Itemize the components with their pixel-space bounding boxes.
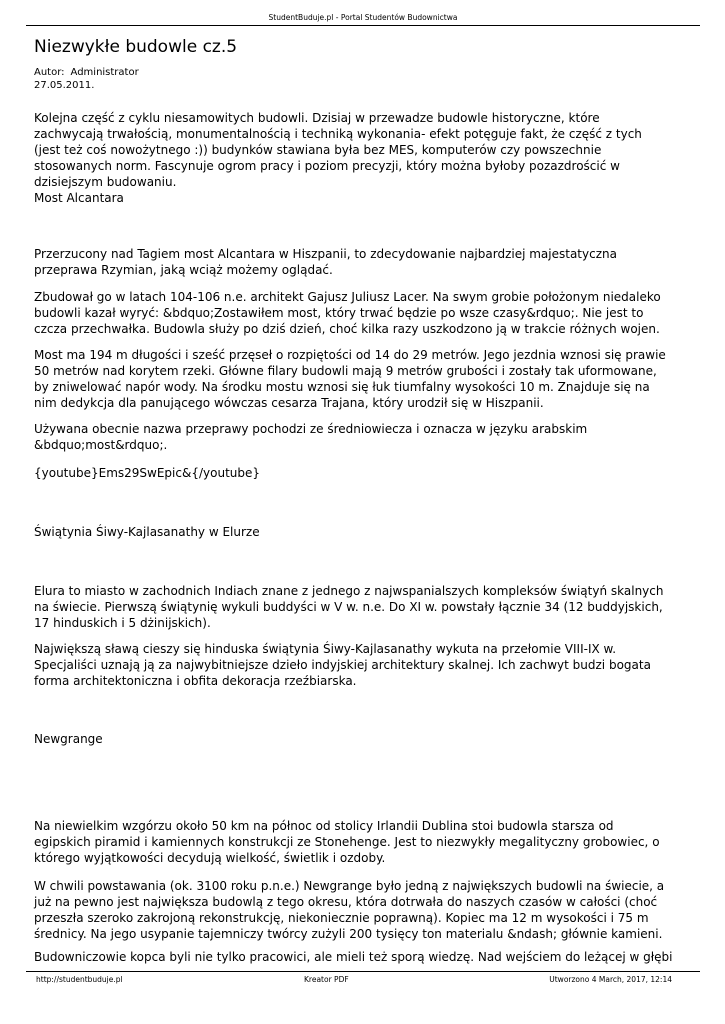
- paragraph-alcantara-3: Most ma 194 m długości i sześć przęseł o rozpiętości od 14 do 29 metrów. Jego jezdnia wznosi się prawie 50 metrów nad korytem rzeki. Główne filary budowli mają 9 metrów grubości i zostały tak uformowane, by zniwelować napór wody. Na środku mostu wznosi się łuk tiumfalny wysokości 10 m. Znajduje się na nim dedykcja dla panującego wówczas cesarza Trajana, który urodził się w Hiszpanii.: [34, 348, 666, 411]
- section-heading-elura: Świątynia Śiwy-Kajlasanathy w Elurze: [34, 525, 260, 539]
- paragraph-newgrange-3: Budowniczowie kopca byli nie tylko pracowici, ale mieli też sporą wiedzę. Nad wejściem do leżącej w głębi: [34, 950, 673, 964]
- author-name: Administrator: [70, 67, 139, 78]
- article-meta: [34, 67, 139, 92]
- page-header: [26, 13, 700, 26]
- paragraph-alcantara-4: Używana obecnie nazwa przeprawy pochodzi ze średniowiecza i oznacza w języku arabskim &bdquo;most&rdquo;.: [34, 422, 588, 453]
- paragraph-newgrange-1: Na niewielkim wzgórzu około 50 km na północ od stolicy Irlandii Dublina stoi budowla starsza od egipskich piramid i kamiennych konstrukcji ze Stonehenge. Jest to niezwykły megalityczny grobowiec, o którego wyjątkowości decydują wielkość, świetlik i ozdoby.: [34, 819, 660, 866]
- footer-url: http://studentbuduje.pl: [36, 975, 123, 984]
- paragraph-newgrange-2: W chwili powstawania (ok. 3100 roku p.n.e.) Newgrange było jedną z największych budowli na świecie, a już na pewno jest największa budowlą z tego okresu, która dotrwała do naszych czasów w całości (choć przeszła szeroko zakrojoną rekonstrukcję, niekonieczniе poprawną). Kopiec ma 12 m wysokości i 75 m średnicy. Na jego usypanie tajemniczy twórcy zużyli 200 tysięcy ton materialu &ndash; głównie kamieni.: [34, 879, 665, 942]
- section-heading-newgrange: Newgrange: [34, 732, 103, 746]
- paragraph-elura-1: Elura to miasto w zachodnich Indiach znane z jednego z najwspanialszych kompleksów świątyń skalnych na świecie. Pierwszą świątynię wykuli buddyści w V w. n.e. Do XI w. powstały łącznie 34 (12 buddyjskich, 17 hinduskich i 5 dżinijskich).: [34, 584, 664, 631]
- footer-generator: Kreator PDF: [304, 975, 349, 984]
- paragraph-elura-2: Największą sławą cieszy się hinduska świątynia Śiwy-Kajlasanathy wykuta na przełomie VIII-IX w. Specjaliści uznają ją za najwybitniejsze dzieło indyjskiej architektury skalnej. Ich zachwyt budzi bogata forma architektoniczna i obfita dekoracja rzeźbiarska.: [34, 642, 651, 689]
- header-site-name: StudentBuduje.pl - Portal Studentów Budownictwa: [268, 13, 458, 22]
- section-heading-alcantara: Most Alcantara: [34, 191, 124, 206]
- author-line: [34, 67, 139, 80]
- article-title: Niezwykłe budowle cz.5: [34, 37, 238, 57]
- paragraph-alcantara-2: Zbudował go w latach 104-106 n.e. architekt Gajusz Juliusz Lacer. Na swym grobie położonym niedaleko budowli kazał wyryć: &bdquo;Zostawiłem most, który trwać będzie po wsze czasy&rdquo;. Nie jest to czcza przechwałka. Budowla służy po dziś dzień, choć kilka razy uszkodzono ją w trakcie różnych wojen.: [34, 290, 661, 337]
- publish-date: 27.05.2011.: [34, 79, 95, 91]
- paragraph-alcantara-1: Przerzucony nad Tagiem most Alcantara w Hiszpanii, to zdecydowanie najbardziej majestatyczna przeprawa Rzymian, jaką wciąż możemy oglądać.: [34, 247, 617, 278]
- youtube-embed-code: {youtube}Ems29SwEpic&{/youtube}: [34, 466, 261, 480]
- paragraph-intro: Kolejna część z cyklu niesamowitych budowli. Dzisiaj w przewadze budowle historyczne, które zachwycają trwałością, monumentalnością i techniką wykonania- efekt potęguje fakt, że część z tych (jest też coś nowożytnego :)) budynków stawiana była bez MES, komputerów czy powszechnie stosowanych norm. Fascynuje ogrom pracy i poziom precyzji, który można byłoby pozazdrościć w dzisiejszym budowaniu. Most Alcantara: [34, 111, 642, 206]
- author-label: Autor:: [34, 67, 65, 78]
- footer-created-date: Utworzono 4 March, 2017, 12:14: [549, 975, 672, 984]
- page-footer: [26, 971, 700, 984]
